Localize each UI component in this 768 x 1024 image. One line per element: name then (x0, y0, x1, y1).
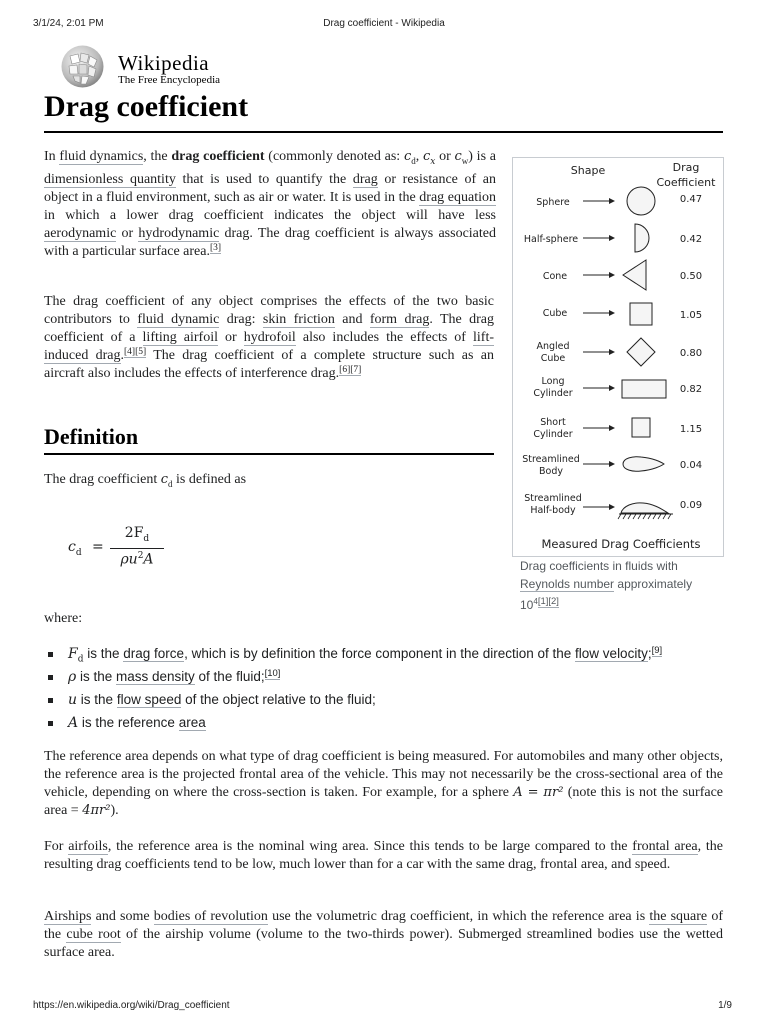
link-mass-density[interactable]: mass density (116, 669, 195, 684)
svg-text:1.05: 1.05 (679, 310, 703, 321)
list-item: ρ is the mass density of the fluid;[10] (44, 667, 744, 690)
link-dimensionless-quantity[interactable]: dimensionless quantity (44, 171, 176, 187)
svg-text:Half-body: Half-body (530, 505, 576, 516)
link-form-drag[interactable]: form drag (369, 312, 430, 328)
link-hydrodynamic[interactable]: hydrodynamic (138, 226, 220, 242)
intro-paragraph-2: The drag coefficient of any object comprises the effects of the two basic contributors to fluid dynamic drag: skin friction and form drag. The drag coefficient of a lifting airfoil or hydrofoil also includes the effects of lift-induced drag.[4][5] The drag coefficient of a complete structure such as an aircraft also includes the effects of interference drag.[6][7] (44, 294, 495, 382)
svg-text:0.09: 0.09 (679, 500, 703, 511)
col-header-shape: Shape (570, 164, 606, 177)
svg-text:Cube: Cube (542, 308, 568, 319)
where-text: where: (44, 611, 83, 626)
link-airships[interactable]: Airships (44, 909, 92, 924)
ref-10[interactable]: [10] (264, 667, 281, 679)
drag-coefficient-formula: $c_d$ = $2F_d$ $\rho u^2A$ (68, 524, 188, 574)
print-url: https://en.wikipedia.org/wiki/Drag_coefficient (33, 1000, 230, 1011)
link-aerodynamic[interactable]: aerodynamic (44, 226, 117, 242)
link-fluid-dynamics[interactable]: fluid dynamics (59, 149, 144, 164)
ref-2[interactable]: [2] (548, 596, 559, 607)
link-cube-root[interactable]: cube root (66, 927, 121, 943)
svg-text:0.82: 0.82 (679, 384, 703, 395)
link-flow-velocity[interactable]: flow velocity (575, 646, 648, 661)
link-reynolds-number[interactable]: Reynolds number (520, 577, 615, 591)
row-long-cylinder (533, 376, 702, 399)
svg-text:Angled: Angled (536, 341, 570, 352)
svg-text:Streamlined: Streamlined (524, 493, 582, 504)
col-header-drag: Drag (672, 161, 700, 174)
svg-text:0.50: 0.50 (679, 271, 703, 282)
ref-1[interactable]: [1] (537, 596, 549, 607)
section-divider (44, 453, 494, 455)
svg-text:0.42: 0.42 (679, 234, 703, 245)
sphere-icon (627, 187, 655, 215)
link-skin-friction[interactable]: skin friction (262, 312, 335, 328)
svg-text:Cube: Cube (540, 353, 566, 364)
link-bodies-of-revolution[interactable]: bodies of revolution (153, 909, 268, 924)
streamlined-body-icon (623, 457, 664, 471)
short-cylinder-icon (632, 418, 650, 437)
title-divider (44, 131, 723, 133)
page-title: Drag coefficient (44, 90, 249, 123)
airships-paragraph: Airships and some bodies of revolution use the volumetric drag coefficient, in which the reference area is the square of the cube root of the airship volume (volume to the two-thirds power). Submerged streamlined bodies use the wetted surface area. (44, 909, 724, 961)
ref-7[interactable]: [7] (350, 364, 362, 375)
link-lift-induced-drag[interactable]: lift-induced drag (44, 330, 494, 364)
svg-text:0.04: 0.04 (679, 460, 703, 471)
link-fluid-dynamic[interactable]: fluid dynamic (137, 312, 220, 328)
list-item: A is the reference area (44, 713, 744, 736)
row-sphere (536, 187, 702, 215)
svg-text:Short: Short (540, 417, 566, 428)
row-angled-cube (536, 338, 702, 366)
ref-4[interactable]: [4] (124, 346, 136, 357)
angled-cube-icon (627, 338, 655, 366)
cube-icon (630, 303, 652, 325)
ref-5[interactable]: [5] (135, 346, 147, 357)
long-cylinder-icon (622, 380, 666, 398)
svg-text:Cylinder: Cylinder (533, 429, 573, 440)
svg-text:Half-sphere: Half-sphere (523, 234, 579, 245)
section-heading-definition: Definition (44, 424, 139, 449)
figure-bottom-title: Measured Drag Coefficients (541, 537, 701, 551)
svg-text:Sphere: Sphere (536, 197, 570, 208)
list-item: $F_d$ is the drag force, which is by definition the force component in the direction of the flow velocity;[9] (44, 644, 744, 667)
col-header-coefficient: Coefficient (656, 176, 716, 189)
svg-text:1.15: 1.15 (679, 424, 703, 435)
link-flow-speed[interactable]: flow speed (116, 692, 182, 707)
wikipedia-logo[interactable] (60, 44, 260, 90)
drag-coefficients-figure[interactable] (512, 157, 724, 557)
svg-text:Streamlined: Streamlined (522, 454, 580, 465)
svg-text:Long: Long (541, 376, 565, 387)
wikipedia-wordmark: Wikipedia (118, 51, 210, 75)
figure-caption: Drag coefficients in fluids with Reynolds number approximately $10^{4[1][2]}$ (520, 559, 693, 612)
link-lifting-airfoil[interactable]: lifting airfoil (142, 330, 218, 346)
row-half-sphere (524, 224, 702, 252)
link-frontal-area[interactable]: frontal area (632, 839, 698, 854)
streamlined-half-body-icon (621, 503, 668, 513)
print-title: Drag coefficient - Wikipedia (323, 18, 445, 29)
row-cone (543, 260, 702, 290)
row-short-cylinder (533, 417, 702, 440)
print-header (0, 0, 768, 29)
link-the-square[interactable]: the square (649, 909, 708, 924)
row-streamlined-half-body (524, 493, 702, 519)
svg-text:Cylinder: Cylinder (533, 388, 573, 399)
link-area[interactable]: area (178, 715, 206, 730)
term-drag-coefficient: drag coefficient (171, 149, 265, 164)
svg-text:Body: Body (539, 466, 563, 477)
defined-as-text: The drag coefficient $c_d$ is defined as (44, 472, 247, 489)
wikipedia-tagline: The Free Encyclopedia (118, 74, 221, 86)
drag-coefficients-diagram (513, 158, 723, 556)
svg-text:Cone: Cone (542, 271, 568, 282)
reference-area-paragraph: The reference area depends on what type of drag coefficient is being measured. For automobiles and many other objects, the reference area is the projected frontal area of the vehicle. This may not necessarily be the cross-sectional area of the vehicle, depending on where the cross-section is taken. For example, for a sphere A = πr² (note this is not the surface area = 4πr²). (44, 749, 724, 819)
print-datetime: 3/1/24, 2:01 PM (33, 18, 104, 29)
row-cube (543, 303, 702, 325)
cone-icon (623, 260, 646, 290)
svg-text:0.80: 0.80 (679, 348, 703, 359)
print-page-number: 1/9 (718, 1000, 732, 1011)
row-streamlined-body (522, 454, 702, 477)
list-item: u is the flow speed of the object relative to the fluid; (44, 690, 744, 713)
airfoils-paragraph: For airfoils, the reference area is the nominal wing area. Since this tends to be large compared to the frontal area, the resulting drag coefficients tend to be low, much lower than for a car with the same drag, frontal area, and speed. (44, 839, 724, 873)
svg-text:0.47: 0.47 (679, 194, 703, 205)
print-footer (0, 994, 768, 1024)
intro-paragraph-1: In fluid dynamics, the drag coefficient (commonly denoted as: $c_d$, $c_x$ or $c_w$) is a dimensionless quantity that is used to quantify the drag or resistance of an object in a fluid environment, such as air or water. It is used in the drag equation in which a lower drag coefficient indicates the object will have less aerodynamic or hydrodynamic drag. The drag coefficient is always associated with a particular surface area.[3] (44, 149, 496, 260)
link-drag-force[interactable]: drag force (123, 646, 185, 661)
wikipedia-globe-icon (60, 44, 105, 89)
link-hydrofoil[interactable]: hydrofoil (243, 330, 296, 346)
link-airfoils[interactable]: airfoils (68, 839, 108, 854)
ref-9[interactable]: [9] (651, 644, 663, 656)
ref-3[interactable]: [3] (209, 242, 222, 253)
half-sphere-icon (635, 224, 649, 252)
link-drag[interactable]: drag (352, 171, 378, 187)
link-drag-equation[interactable]: drag equation (419, 189, 496, 205)
ref-6[interactable]: [6] (339, 364, 351, 375)
variable-list (44, 644, 744, 736)
